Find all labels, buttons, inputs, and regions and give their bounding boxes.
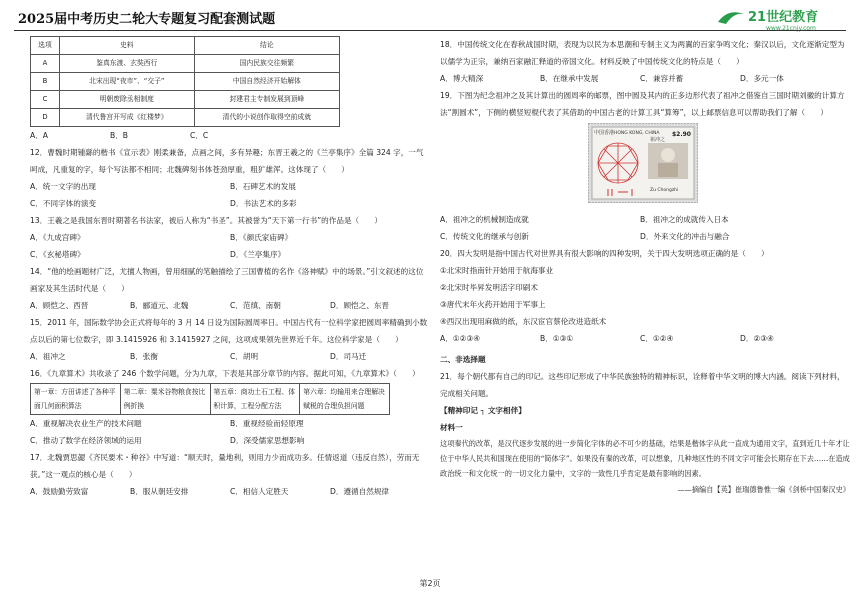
- left-column: [30, 36, 430, 500]
- option[interactable]: A．重视解决农业生产的技术问题: [30, 419, 142, 428]
- cell: 中国自然经济开始解体: [194, 73, 339, 91]
- option[interactable]: C．推动了数学在经济领域的运用: [30, 436, 142, 445]
- cell: 第五章：商功土石工程、体积计算，工程分配方法: [210, 384, 300, 415]
- option[interactable]: D．外来文化的冲击与融合: [640, 232, 730, 241]
- option[interactable]: A．《九成宫碑》: [30, 233, 85, 242]
- option[interactable]: A．祖冲之的机械制造成就: [440, 215, 529, 224]
- option[interactable]: A．统一文字的出现: [30, 182, 96, 191]
- material-text: 这项秦代的改革，是汉代逐步发展的进一步简化字体的必不可少的基础，结果是楷体字从此一直成为通用文字，直到近几十年才让位于中华人民共和国现在使用的“简体字”。如果没有秦的改革，可以想象，几种地区性的不同文字可能会长期存在下去……在造成政治统一和文化统一的一切文化力量中，文字的一致性几乎肯定是最有影响的因素。: [440, 439, 850, 478]
- q20-text: 20．四大发明是指中国古代对世界具有很大影响的四种发明，关于四大发明选项正确的是（ ）: [440, 249, 769, 258]
- option[interactable]: C．传统文化的继承与创新: [440, 232, 529, 241]
- cell: 封建君主专制发展到顶峰: [194, 91, 339, 109]
- q13-text: 13．王羲之是我国东晋时期著名书法家，被后人称为“书圣”。其被誉为“天下第一行书”的作品是（ ）: [30, 216, 382, 225]
- q16-text: 16．《九章算术》共收录了 246 个数学问题，分为九章，下表是其部分章节的内容。据此可知，《九章算术》（ ）: [30, 369, 420, 378]
- q11-options: [30, 127, 430, 144]
- cell: 鉴真东渡、玄奘西行: [59, 55, 194, 73]
- option[interactable]: C．①②④: [640, 334, 674, 343]
- logo-icon: [714, 4, 844, 32]
- right-column: [440, 36, 850, 498]
- q21-tag: 【精神印记 ┐ 文字相伴】: [440, 406, 526, 415]
- stamp-image: [588, 123, 698, 203]
- cut-circle-diagram: [598, 143, 638, 183]
- option[interactable]: B．B: [110, 131, 129, 140]
- option[interactable]: B．在继承中发展: [540, 74, 599, 83]
- option[interactable]: A．博大精深: [440, 74, 484, 83]
- table-row: [31, 91, 340, 109]
- material-source: ——摘编自【英】崔瑞德鲁惟一编《剑桥中国秦汉史》: [677, 485, 850, 494]
- cell: C: [31, 91, 60, 109]
- option[interactable]: B．①③①: [540, 334, 574, 343]
- option[interactable]: D．《兰亭集序》: [230, 250, 286, 259]
- document-title: 2025届中考历史二轮大专题复习配套测试题: [18, 12, 276, 27]
- option[interactable]: C．C: [190, 131, 209, 140]
- option[interactable]: D．司马迁: [330, 352, 367, 361]
- option[interactable]: C．胡明: [230, 352, 259, 361]
- table-header: 史料: [59, 37, 194, 55]
- option[interactable]: D．②③④: [740, 334, 774, 343]
- option[interactable]: D．深受儒家思想影响: [230, 436, 305, 445]
- table-row: [31, 73, 340, 91]
- table-header: 选项: [31, 37, 60, 55]
- cell: 第二章：粟米谷物粮食按比例折换: [120, 384, 210, 415]
- option[interactable]: B．祖冲之的成就传入日本: [640, 215, 729, 224]
- option[interactable]: D．顾恺之、东晋: [330, 301, 390, 310]
- option[interactable]: B．服从朝廷安排: [130, 487, 189, 496]
- cell: B: [31, 73, 60, 91]
- option[interactable]: C．《玄秘塔碑》: [30, 250, 85, 259]
- option[interactable]: C．范缜、南朝: [230, 301, 281, 310]
- cell: 第六章：均输用来合理解决赋税的合理负担问题: [300, 384, 390, 415]
- table-row: [31, 55, 340, 73]
- q15-text: 15．2011 年，国际数学协会正式将每年的 3 月 14 日设为国际圆周率日。中国古代有一位科学家把圆周率精确到小数点以后的第七位数字，即 3.1415926 和 3.1415927 之间，这项成果领先世界近千年。这位科学家是（ ）: [30, 318, 428, 344]
- option[interactable]: D．书法艺术的多彩: [230, 199, 297, 208]
- cell: 清代鲁宫开写成《红楼梦》: [59, 109, 194, 127]
- material-title: 材料一: [440, 423, 463, 432]
- q14-text: 14．“他的绘画题材广泛，尤擅人物画，曾用细腻的笔触描绘了三国曹植的名作《洛神赋》中的场景。”引文叙述的这位画家及其生活时代是（ ）: [30, 267, 424, 293]
- q18-text: 18．中国传统文化在春秋战国时期，表现为以民为本思潮和专制主义为两翼的百家争鸣文化；秦汉以后，文化逐渐定型为以儒学为正宗，兼纳百家融汇释道的帝国文化。材料反映了中国传统文化的特点是（ ）: [440, 40, 845, 66]
- cell: 明朝废除丞相制度: [59, 91, 194, 109]
- q20-item: ③唐代末年火药开始用于军事上: [440, 300, 546, 309]
- q20-item: ②北宋时毕昇发明活字印刷术: [440, 283, 538, 292]
- cell: D: [31, 109, 60, 127]
- q21-text: 21．每个朝代都有自己的印记。这些印记形成了中华民族独特的精神标识，诠释着中华文明的博大内涵。阅读下列材料，完成相关问题。: [440, 372, 845, 398]
- svg-text:中国香港: 中国香港: [594, 130, 615, 136]
- svg-text:$2.90: $2.90: [672, 131, 691, 138]
- option[interactable]: A．鼓励勤劳致富: [30, 487, 89, 496]
- cell: 北宋出现“夜市”、“交子”: [59, 73, 194, 91]
- svg-text:祖冲之: 祖冲之: [650, 137, 666, 143]
- q17-text: 17．北魏贾思勰《齐民要术・种谷》中写道：“顺天时，量地利，则用力少而成功多。任情返道（违反自然），劳而无获。”这一观点的核心是（ ）: [30, 453, 420, 479]
- option[interactable]: A．A: [30, 131, 48, 140]
- option[interactable]: B．张衡: [130, 352, 158, 361]
- option[interactable]: C．不同字体的演变: [30, 199, 97, 208]
- table-row: [31, 109, 340, 127]
- q16-table: [30, 383, 390, 415]
- logo-text: 21世纪教育: [748, 10, 819, 25]
- table-row: [31, 384, 390, 415]
- q11-table: [30, 36, 340, 127]
- table-header: 结论: [194, 37, 339, 55]
- option[interactable]: A．顾恺之、西晋: [30, 301, 89, 310]
- option[interactable]: D．遵循自然规律: [330, 487, 390, 496]
- svg-text:Zu Chongzhi: Zu Chongzhi: [650, 188, 679, 193]
- option[interactable]: D．多元一体: [740, 74, 784, 83]
- option[interactable]: C．相信人定胜天: [230, 487, 289, 496]
- option[interactable]: A．祖冲之: [30, 352, 66, 361]
- option[interactable]: A．①②③④: [440, 334, 481, 343]
- option[interactable]: B．重视经验而轻原理: [230, 419, 304, 428]
- q19-text: 19．下图为纪念祖冲之及其计算出的圆周率的邮票，图中圆及其内的正多边形代表了祖冲之借鉴自三国时期刘徽的计算方法“割圆术”，下侧的横竖短棍代表了其借助的中国古老的计算工具“算筹”，以上邮票信息可以帮助我们了解（ ）: [440, 91, 845, 117]
- page-header: [14, 6, 846, 32]
- svg-text:HONG KONG, CHINA: HONG KONG, CHINA: [614, 131, 660, 136]
- cell: 清代的小说创作取得空前成就: [194, 109, 339, 127]
- option[interactable]: B．《颜氏家庙碑》: [230, 233, 293, 242]
- header-rule: [14, 30, 846, 31]
- page-number: 第2页: [419, 579, 441, 588]
- cell: 第一章：方田讲述了各种平面几何面积算法: [31, 384, 121, 415]
- cell: A: [31, 55, 60, 73]
- option[interactable]: B．郦道元、北魏: [130, 301, 189, 310]
- cell: 国内民族交往频繁: [194, 55, 339, 73]
- logo-url: www.21cnjy.com: [766, 25, 816, 32]
- option[interactable]: C．兼容并蓄: [640, 74, 684, 83]
- q12-text: 12．曹魏时期锺繇的楷书《宣示表》刚柔兼备，点画之间，多有异趣；东晋王羲之的《兰亭集序》全篇 324 字，一气呵成，凡重复的字，每个写法都不相同；北魏碑刻书体苍劲厚重，粗犷雄浑。这体现了（ ）: [30, 148, 424, 174]
- q20-item: ①北宋时指南针开始用于航海事业: [440, 266, 554, 275]
- q20-item: ④西汉出现用麻做的纸，东汉宦官蔡伦改进造纸术: [440, 317, 607, 326]
- option[interactable]: B．石碑艺术的发展: [230, 182, 296, 191]
- section-title: 二、非选择题: [440, 355, 486, 364]
